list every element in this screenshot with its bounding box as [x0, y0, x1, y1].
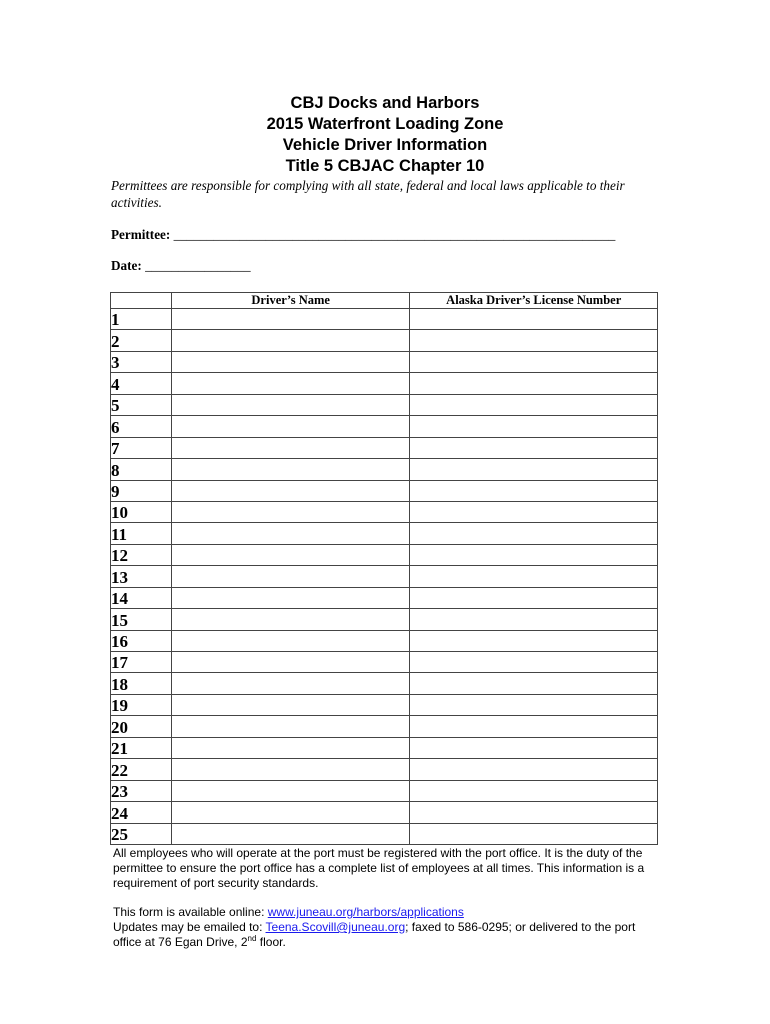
table-row	[111, 309, 658, 330]
driver-name-cell[interactable]	[171, 309, 410, 330]
row-number: 9	[111, 480, 172, 501]
row-number: 6	[111, 416, 172, 437]
table-row	[111, 737, 658, 758]
table-row	[111, 394, 658, 415]
row-number: 15	[111, 609, 172, 630]
title-line-3: Vehicle Driver Information	[282, 136, 488, 154]
table-row	[111, 416, 658, 437]
table-header-row	[111, 293, 658, 309]
row-number: 17	[111, 652, 172, 673]
driver-name-cell[interactable]	[171, 780, 410, 801]
table-row	[111, 544, 658, 565]
license-number-cell[interactable]	[410, 351, 658, 372]
driver-name-cell[interactable]	[171, 351, 410, 372]
title-line-4: Title 5 CBJAC Chapter 10	[285, 157, 485, 175]
license-number-cell[interactable]	[410, 737, 658, 758]
license-number-cell[interactable]	[410, 566, 658, 587]
license-number-cell[interactable]	[410, 716, 658, 737]
table-row	[111, 351, 658, 372]
table-row	[111, 523, 658, 544]
applications-link[interactable]: www.juneau.org/harbors/applications	[267, 905, 464, 919]
driver-name-cell[interactable]	[171, 652, 410, 673]
title-line-2: 2015 Waterfront Loading Zone	[266, 115, 504, 133]
license-number-cell[interactable]	[410, 759, 658, 780]
table-row	[111, 673, 658, 694]
row-number: 19	[111, 694, 172, 715]
license-number-cell[interactable]	[410, 544, 658, 565]
column-header-driver-name: Driver’s Name	[171, 293, 410, 309]
driver-name-cell[interactable]	[171, 609, 410, 630]
contact-info	[113, 905, 658, 950]
license-number-cell[interactable]	[410, 459, 658, 480]
row-number: 16	[111, 630, 172, 651]
email-suffix: ; faxed to 586-0295; or delivered to the port office at 76 Egan Drive, 2	[113, 920, 636, 949]
intro-text: Permittees are responsible for complying with all state, federal and local laws applicable to their activities.	[111, 178, 625, 210]
row-number: 14	[111, 587, 172, 608]
date-input-line[interactable]: ________________	[145, 258, 251, 273]
driver-name-cell[interactable]	[171, 759, 410, 780]
row-number: 21	[111, 737, 172, 758]
row-number: 2	[111, 330, 172, 351]
document-title	[0, 93, 770, 177]
table-row	[111, 459, 658, 480]
row-number: 22	[111, 759, 172, 780]
permittee-label: Permittee:	[111, 227, 171, 242]
table-row	[111, 330, 658, 351]
table-row	[111, 716, 658, 737]
table-row	[111, 437, 658, 458]
permittee-input-line[interactable]: ___________________________________________________________________	[173, 227, 616, 242]
table-body	[111, 309, 658, 845]
license-number-cell[interactable]	[410, 652, 658, 673]
row-number: 1	[111, 309, 172, 330]
license-number-cell[interactable]	[410, 780, 658, 801]
table-row	[111, 609, 658, 630]
driver-name-cell[interactable]	[171, 737, 410, 758]
driver-name-cell[interactable]	[171, 566, 410, 587]
license-number-cell[interactable]	[410, 501, 658, 522]
driver-name-cell[interactable]	[171, 694, 410, 715]
floor-suffix: floor.	[256, 935, 286, 949]
table-row	[111, 630, 658, 651]
row-number: 18	[111, 673, 172, 694]
license-number-cell[interactable]	[410, 694, 658, 715]
table-row	[111, 587, 658, 608]
title-line-1: CBJ Docks and Harbors	[290, 94, 480, 112]
table-row	[111, 759, 658, 780]
row-number: 10	[111, 501, 172, 522]
license-number-cell[interactable]	[410, 823, 658, 844]
row-number: 20	[111, 716, 172, 737]
table-row	[111, 373, 658, 394]
license-number-cell[interactable]	[410, 523, 658, 544]
driver-name-cell[interactable]	[171, 716, 410, 737]
permittee-field	[111, 227, 615, 243]
row-number: 13	[111, 566, 172, 587]
column-header-number	[111, 293, 172, 309]
row-number: 8	[111, 459, 172, 480]
table-row	[111, 480, 658, 501]
driver-name-cell[interactable]	[171, 630, 410, 651]
online-prefix: This form is available online:	[113, 905, 268, 919]
driver-name-cell[interactable]	[171, 394, 410, 415]
date-label: Date:	[111, 258, 142, 273]
row-number: 7	[111, 437, 172, 458]
driver-name-cell[interactable]	[171, 459, 410, 480]
license-number-cell[interactable]	[410, 309, 658, 330]
table-row	[111, 694, 658, 715]
driver-name-cell[interactable]	[171, 802, 410, 823]
driver-name-cell[interactable]	[171, 330, 410, 351]
row-number: 5	[111, 394, 172, 415]
driver-name-cell[interactable]	[171, 544, 410, 565]
driver-name-cell[interactable]	[171, 373, 410, 394]
driver-name-cell[interactable]	[171, 673, 410, 694]
row-number: 23	[111, 780, 172, 801]
license-number-cell[interactable]	[410, 673, 658, 694]
license-number-cell[interactable]	[410, 609, 658, 630]
driver-name-cell[interactable]	[171, 587, 410, 608]
license-number-cell[interactable]	[410, 330, 658, 351]
table-row	[111, 780, 658, 801]
license-number-cell[interactable]	[410, 480, 658, 501]
table-row	[111, 652, 658, 673]
row-number: 4	[111, 373, 172, 394]
license-number-cell[interactable]	[410, 630, 658, 651]
row-number: 12	[111, 544, 172, 565]
table-row	[111, 823, 658, 844]
license-number-cell[interactable]	[410, 373, 658, 394]
table-row	[111, 802, 658, 823]
table-row	[111, 566, 658, 587]
driver-name-cell[interactable]	[171, 823, 410, 844]
license-number-cell[interactable]	[410, 394, 658, 415]
floor-superscript: nd	[247, 934, 257, 943]
footer	[113, 846, 658, 950]
driver-name-cell[interactable]	[171, 416, 410, 437]
email-prefix: Updates may be emailed to:	[113, 920, 266, 934]
driver-name-cell[interactable]	[171, 437, 410, 458]
license-number-cell[interactable]	[410, 437, 658, 458]
row-number: 25	[111, 823, 172, 844]
column-header-license-number: Alaska Driver’s License Number	[410, 293, 658, 309]
license-number-cell[interactable]	[410, 802, 658, 823]
driver-table	[110, 292, 658, 845]
driver-name-cell[interactable]	[171, 501, 410, 522]
license-number-cell[interactable]	[410, 587, 658, 608]
row-number: 3	[111, 351, 172, 372]
license-number-cell[interactable]	[410, 416, 658, 437]
registration-notice: All employees who will operate at the port must be registered with the port office. It is the duty of the permittee to ensure the port office has a complete list of employees at all times. This information is a requirement of port security standards.	[113, 846, 645, 890]
row-number: 11	[111, 523, 172, 544]
driver-name-cell[interactable]	[171, 523, 410, 544]
driver-name-cell[interactable]	[171, 480, 410, 501]
row-number: 24	[111, 802, 172, 823]
email-link[interactable]: Teena.Scovill@juneau.org	[265, 920, 406, 934]
table-row	[111, 501, 658, 522]
date-field	[111, 258, 251, 274]
